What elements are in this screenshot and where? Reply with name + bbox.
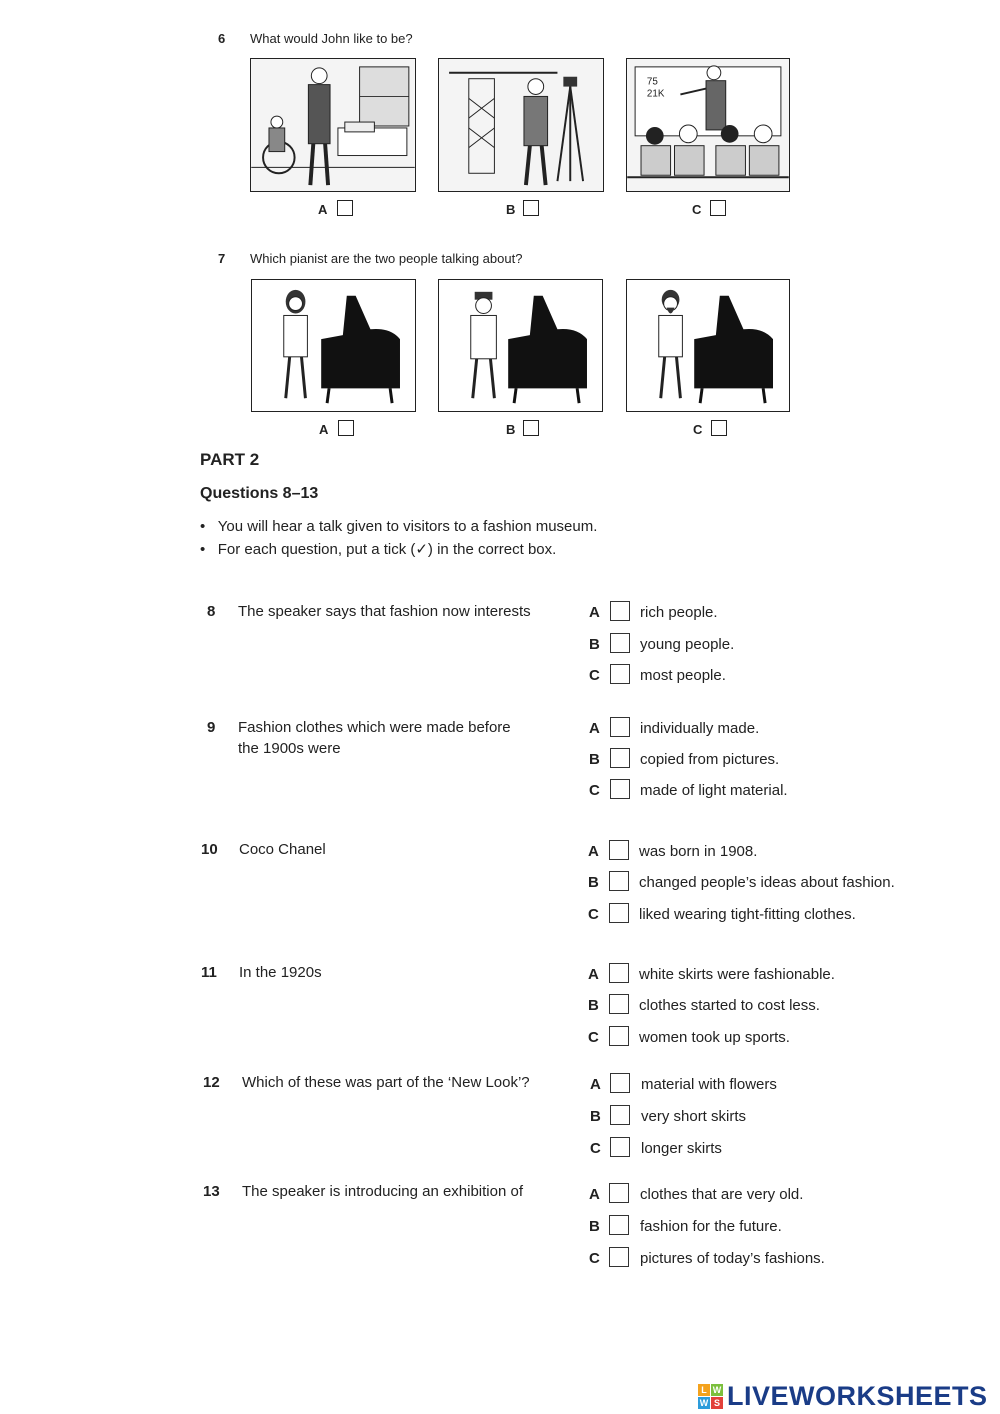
q13-option-b-letter: B bbox=[589, 1218, 600, 1235]
q11-option-b-checkbox[interactable] bbox=[609, 994, 629, 1014]
q11-option-a-text: white skirts were fashionable. bbox=[639, 966, 835, 983]
q10-option-c-checkbox[interactable] bbox=[609, 903, 629, 923]
q12-option-c-text: longer skirts bbox=[641, 1140, 722, 1157]
q13-option-c-checkbox[interactable] bbox=[609, 1247, 629, 1267]
question-8-text: The speaker says that fashion now interests bbox=[238, 603, 531, 620]
logo-mark-l: L bbox=[698, 1384, 710, 1396]
q12-option-c-checkbox[interactable] bbox=[610, 1137, 630, 1157]
question-9-number: 9 bbox=[207, 719, 216, 736]
whiteboard-line-2: 21K bbox=[646, 88, 665, 100]
q7-option-b-checkbox[interactable] bbox=[523, 420, 539, 436]
q7-option-a-checkbox[interactable] bbox=[338, 420, 354, 436]
q7-option-c-label: C bbox=[693, 422, 703, 437]
q13-option-a-letter: A bbox=[589, 1186, 600, 1203]
q8-option-b-letter: B bbox=[589, 636, 600, 653]
q12-option-b-text: very short skirts bbox=[641, 1108, 747, 1125]
q10-option-b-checkbox[interactable] bbox=[609, 871, 629, 891]
question-6-text: What would John like to be? bbox=[250, 31, 413, 46]
q8-option-c-text: most people. bbox=[640, 667, 726, 684]
q11-option-a-checkbox[interactable] bbox=[609, 963, 629, 983]
q9-option-c-checkbox[interactable] bbox=[610, 779, 630, 799]
instruction-bullet-1: • You will hear a talk given to visitors to a fashion museum. bbox=[200, 518, 598, 535]
question-8-number: 8 bbox=[207, 603, 216, 620]
q9-option-b-letter: B bbox=[589, 751, 600, 768]
whiteboard-line-1: 75 bbox=[646, 76, 658, 88]
logo-mark-w2: W bbox=[699, 1398, 709, 1408]
q12-option-c-letter: C bbox=[590, 1140, 601, 1157]
q11-option-a-letter: A bbox=[588, 966, 599, 983]
q13-option-b-text: fashion for the future. bbox=[640, 1218, 782, 1235]
liveworksheets-logo[interactable] bbox=[698, 1381, 988, 1412]
q10-option-b-letter: B bbox=[588, 874, 599, 891]
q8-option-c-letter: C bbox=[589, 667, 600, 684]
q8-option-b-checkbox[interactable] bbox=[610, 633, 630, 653]
q7-option-a-label: A bbox=[319, 422, 329, 437]
q6-option-b-checkbox[interactable] bbox=[523, 200, 539, 216]
q6-option-c-checkbox[interactable] bbox=[710, 200, 726, 216]
question-6-number: 6 bbox=[218, 31, 226, 46]
picture-6b-engineer bbox=[438, 58, 604, 192]
picture-7b-pianist bbox=[438, 279, 603, 412]
question-9-text-line-2: the 1900s were bbox=[238, 740, 341, 757]
question-9-text: Fashion clothes which were made before bbox=[238, 719, 511, 736]
question-12-number: 12 bbox=[203, 1074, 220, 1091]
q12-option-b-letter: B bbox=[590, 1108, 601, 1125]
q8-option-a-letter: A bbox=[589, 604, 600, 621]
instruction-text-1: You will hear a talk given to visitors to a fashion museum. bbox=[217, 518, 598, 535]
q8-option-c-checkbox[interactable] bbox=[610, 664, 630, 684]
q9-option-a-text: individually made. bbox=[640, 720, 760, 737]
q6-option-a-checkbox[interactable] bbox=[337, 200, 353, 216]
q13-option-c-letter: C bbox=[589, 1250, 600, 1267]
q8-option-a-checkbox[interactable] bbox=[610, 601, 630, 621]
q12-option-a-text: material with flowers bbox=[641, 1076, 777, 1093]
picture-6a-hospital bbox=[250, 58, 416, 192]
q10-option-c-letter: C bbox=[588, 906, 599, 923]
q6-option-c-label: C bbox=[692, 202, 702, 217]
q12-option-b-checkbox[interactable] bbox=[610, 1105, 630, 1125]
question-13-text: The speaker is introducing an exhibition of bbox=[242, 1183, 524, 1200]
logo-text: LIVEWORKSHEETS bbox=[727, 1381, 988, 1411]
q6-option-a-label: A bbox=[318, 202, 328, 217]
logo-mark-s: S bbox=[711, 1397, 723, 1409]
logo-mark-w: W bbox=[712, 1385, 722, 1395]
question-12-text: Which of these was part of the ‘New Look’? bbox=[242, 1074, 530, 1091]
q9-option-b-checkbox[interactable] bbox=[610, 748, 630, 768]
q9-option-c-text: made of light material. bbox=[640, 782, 788, 799]
logo-mark-icon bbox=[698, 1384, 723, 1409]
question-7-number: 7 bbox=[218, 251, 226, 266]
q12-option-a-letter: A bbox=[590, 1076, 601, 1093]
q11-option-b-text: clothes started to cost less. bbox=[639, 997, 820, 1014]
instruction-bullet-2: • For each question, put a tick (✓) in the correct box. bbox=[200, 541, 557, 558]
instruction-text-2: For each question, put a tick (✓) in the correct box. bbox=[217, 541, 557, 558]
q8-option-b-text: young people. bbox=[640, 636, 735, 653]
picture-7a-pianist bbox=[251, 279, 416, 412]
q6-option-b-label: B bbox=[506, 202, 516, 217]
q9-option-a-letter: A bbox=[589, 720, 600, 737]
q13-option-b-checkbox[interactable] bbox=[609, 1215, 629, 1235]
q10-option-a-text: was born in 1908. bbox=[639, 843, 758, 860]
q10-option-c-text: liked wearing tight-fitting clothes. bbox=[639, 906, 856, 923]
q10-option-a-checkbox[interactable] bbox=[609, 840, 629, 860]
q12-option-a-checkbox[interactable] bbox=[610, 1073, 630, 1093]
q7-option-b-label: B bbox=[506, 422, 516, 437]
q8-option-a-text: rich people. bbox=[640, 604, 718, 621]
q13-option-a-checkbox[interactable] bbox=[609, 1183, 629, 1203]
picture-6c-teacher bbox=[626, 58, 790, 192]
part-2-heading: PART 2 bbox=[200, 450, 260, 469]
question-10-text: Coco Chanel bbox=[239, 841, 326, 858]
question-13-number: 13 bbox=[203, 1183, 220, 1200]
question-10-number: 10 bbox=[201, 841, 218, 858]
q7-option-c-checkbox[interactable] bbox=[711, 420, 727, 436]
q13-option-a-text: clothes that are very old. bbox=[640, 1186, 804, 1203]
question-11-text: In the 1920s bbox=[239, 964, 322, 981]
q9-option-b-text: copied from pictures. bbox=[640, 751, 780, 768]
question-11-number: 11 bbox=[201, 964, 217, 981]
q11-option-c-text: women took up sports. bbox=[639, 1029, 790, 1046]
q11-option-b-letter: B bbox=[588, 997, 599, 1014]
question-7-text: Which pianist are the two people talking about? bbox=[250, 251, 523, 266]
q9-option-c-letter: C bbox=[589, 782, 600, 799]
picture-7c-pianist bbox=[626, 279, 790, 412]
q10-option-b-text: changed people’s ideas about fashion. bbox=[639, 874, 895, 891]
questions-subheading: Questions 8–13 bbox=[200, 485, 319, 502]
q11-option-c-checkbox[interactable] bbox=[609, 1026, 629, 1046]
q13-option-c-text: pictures of today’s fashions. bbox=[640, 1250, 825, 1267]
q9-option-a-checkbox[interactable] bbox=[610, 717, 630, 737]
q10-option-a-letter: A bbox=[588, 843, 599, 860]
q11-option-c-letter: C bbox=[588, 1029, 599, 1046]
